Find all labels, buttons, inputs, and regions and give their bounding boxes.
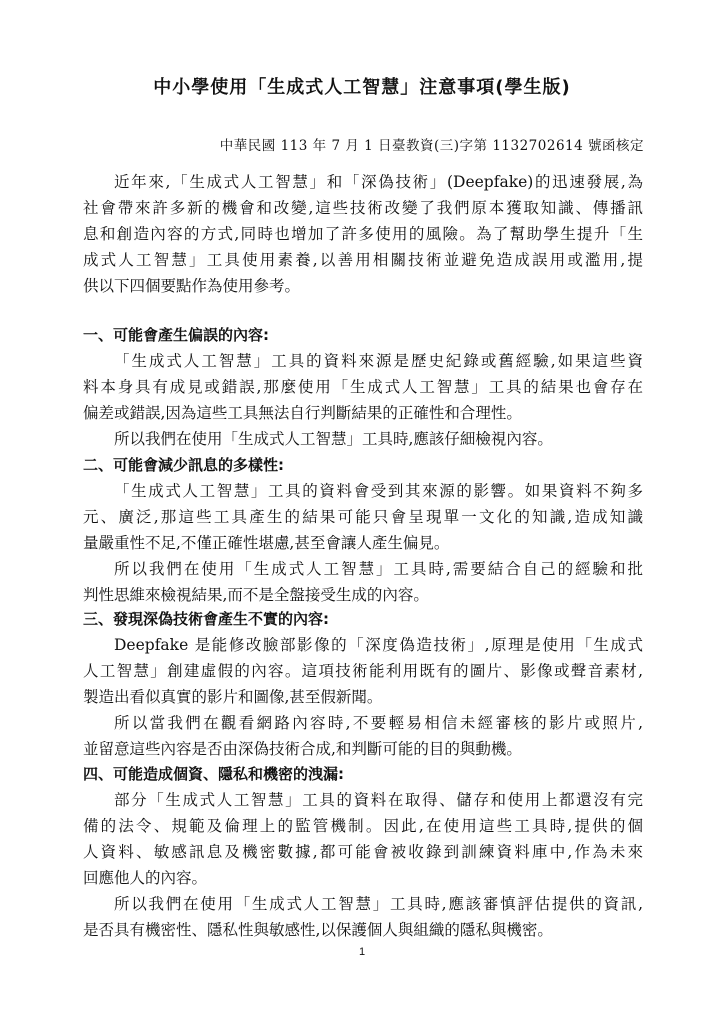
intro-line: 近年來,「生成式人工智慧」和「深偽技術」(Deepfake)的迅速發展,為 bbox=[114, 173, 643, 191]
section-heading-4: 四、可能造成個資、隱私和機密的洩漏: bbox=[83, 765, 345, 783]
intro-line: 供以下四個要點作為使用參考。 bbox=[83, 277, 301, 295]
section-line: 是否具有機密性、隱私性與敏感性,以保護個人與組織的隱私與機密。 bbox=[83, 921, 553, 939]
section-line: 偏差或錯誤,因為這些工具無法自行判斷結果的正確性和合理性。 bbox=[83, 404, 522, 422]
section-heading-1: 一、可能會產生偏誤的內容: bbox=[83, 326, 269, 344]
intro-line: 社會帶來許多新的機會和改變,這些技術改變了我們原本獲取知識、傳播訊 bbox=[83, 199, 643, 217]
section-line: 所以當我們在觀看網路內容時,不要輕易相信未經審核的影片或照片, bbox=[114, 714, 643, 732]
section-line: 所以我們在使用「生成式人工智慧」工具時,需要結合自己的經驗和批 bbox=[114, 560, 643, 578]
section-line: 人資料、敏感訊息及機密數據,都可能會被收錄到訓練資料庫中,作為未來 bbox=[83, 843, 643, 861]
section-line: 所以我們在使用「生成式人工智慧」工具時,應該仔細檢視內容。 bbox=[114, 430, 553, 448]
intro-line: 息和創造內容的方式,同時也增加了許多使用的風險。為了幫助學生提升「生 bbox=[83, 225, 643, 243]
page-title: 中小學使用「生成式人工智慧」注意事項(學生版) bbox=[153, 77, 571, 98]
section-heading-3: 三、發現深偽技術會產生不實的內容: bbox=[83, 610, 330, 628]
section-line: 人工智慧」創建虛假的內容。這項技術能利用既有的圖片、影像或聲音素材, bbox=[83, 662, 643, 680]
section-line: 部分「生成式人工智慧」工具的資料在取得、儲存和使用上都還沒有完 bbox=[114, 791, 643, 809]
section-line: 判性思維來檢視結果,而不是全盤接受生成的內容。 bbox=[83, 586, 429, 604]
section-line: 元、廣泛,那這些工具產生的結果可能只會呈現單一文化的知識,造成知識 bbox=[83, 508, 643, 526]
intro-line: 成式人工智慧」工具使用素養,以善用相關技術並避免造成誤用或濫用,提 bbox=[83, 251, 643, 269]
section-line: 並留意這些內容是否由深偽技術合成,和判斷可能的目的與動機。 bbox=[83, 740, 522, 758]
page-number: 1 bbox=[358, 946, 366, 958]
section-line: 製造出看似真實的影片和圖像,甚至假新聞。 bbox=[83, 688, 383, 706]
section-line: 備的法令、規範及倫理上的監管機制。因此,在使用這些工具時,提供的個 bbox=[83, 817, 643, 835]
section-line: 料本身具有成見或錯誤,那麼使用「生成式人工智慧」工具的結果也會存在 bbox=[83, 378, 643, 396]
section-line: 「生成式人工智慧」工具的資料會受到其來源的影響。如果資料不夠多 bbox=[114, 482, 643, 500]
approval-line: 中華民國 113 年 7 月 1 日臺教資(三)字第 1132702614 號函核定 bbox=[219, 138, 644, 154]
section-heading-2: 二、可能會減少訊息的多樣性: bbox=[83, 456, 284, 474]
section-line: 所以我們在使用「生成式人工智慧」工具時,應該審慎評估提供的資訊, bbox=[114, 895, 643, 913]
section-line: 「生成式人工智慧」工具的資料來源是歷史紀錄或舊經驗,如果這些資 bbox=[114, 352, 643, 370]
section-line: Deepfake 是能修改臉部影像的「深度偽造技術」,原理是使用「生成式 bbox=[114, 636, 643, 654]
section-line: 回應他人的內容。 bbox=[83, 869, 208, 887]
section-line: 量嚴重性不足,不僅正確性堪慮,甚至會讓人產生偏見。 bbox=[83, 534, 450, 552]
